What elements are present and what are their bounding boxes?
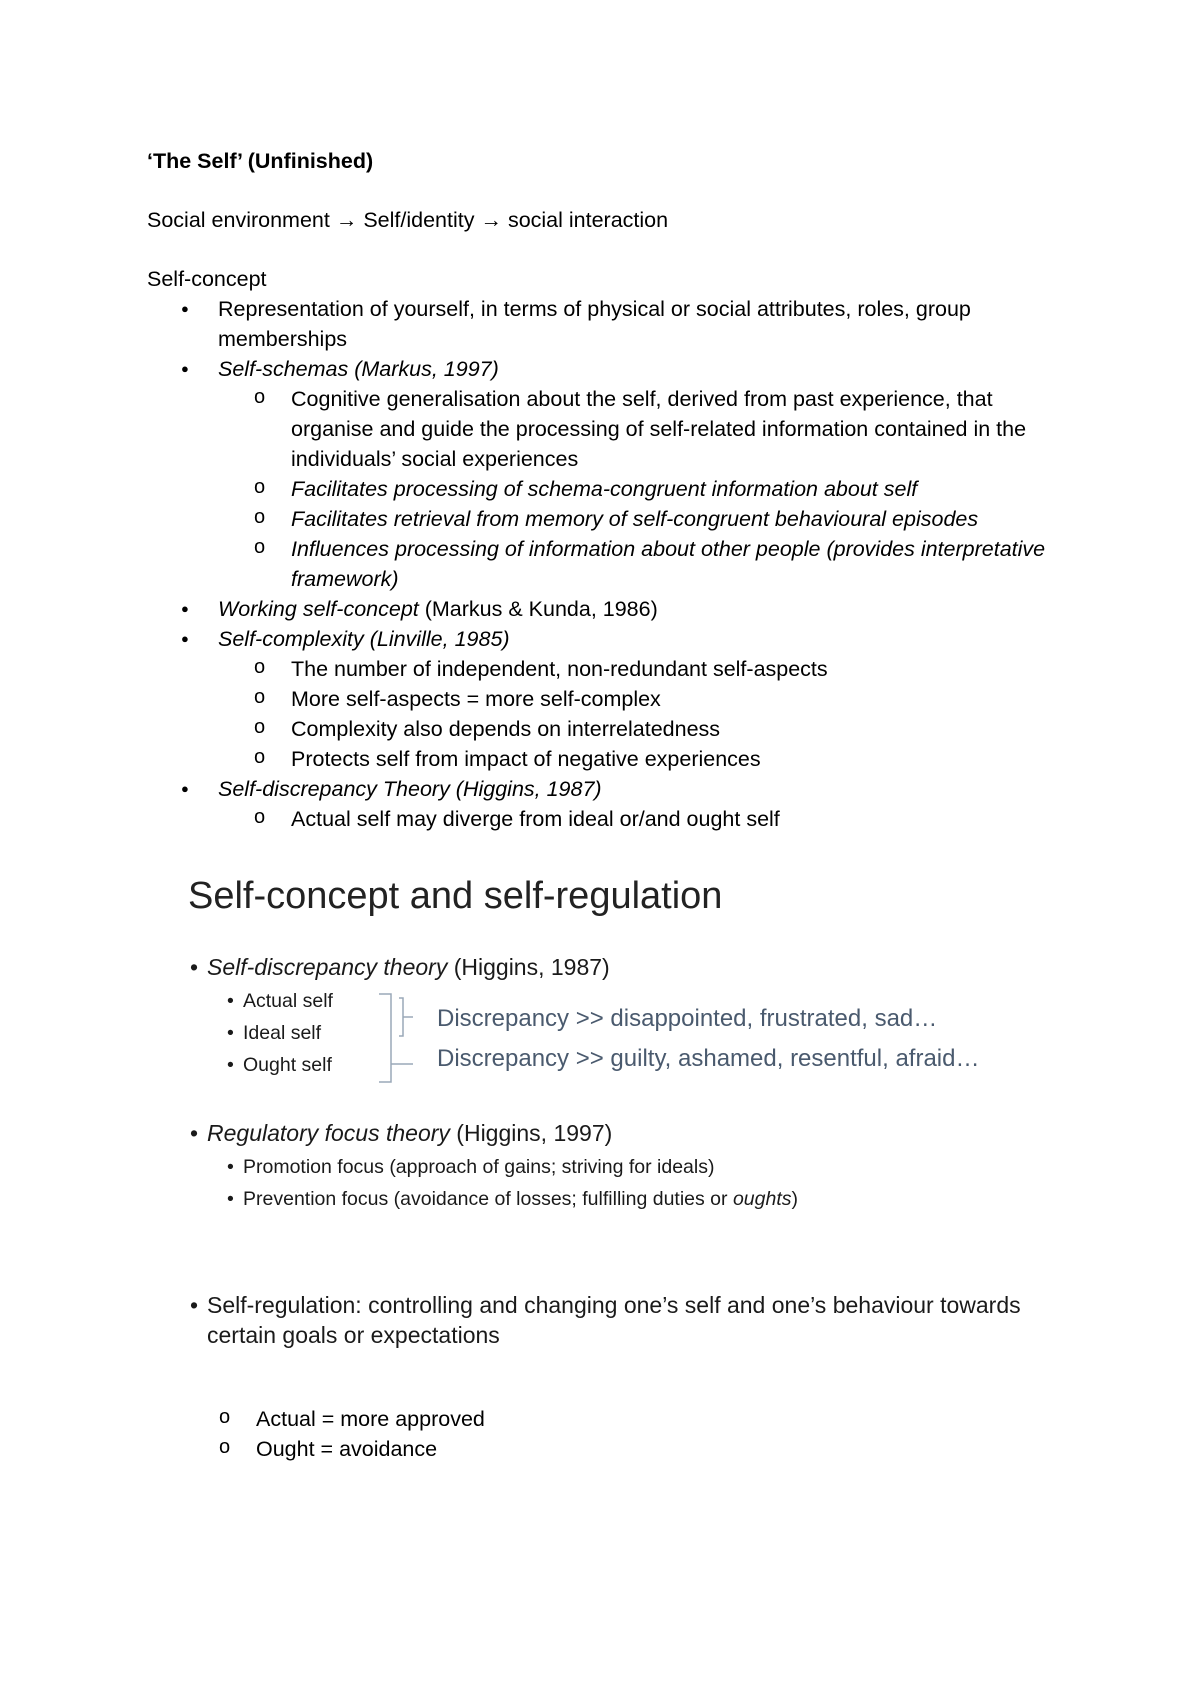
discrepancy-ideal: Discrepancy >> disappointed, frustrated, sad… [437,1005,938,1032]
flow-self-identity: Self/identity [363,208,475,232]
sublist [218,804,1077,834]
sub-item: o Influences processing of information about other people (provides interpretative framework) [291,534,1077,594]
list-item: ● Self-schemas (Markus, 1997) o Cognitive generalisation about the self, derived from past experience, that organise and guide the processing of self-related information contained in the individuals’ social experiences o Facilitates processing of schema-congruent information about self o Facilitates retrieval from memory of self-congruent behavioural episodes o Influences processing of information about other people (provides interpretative framework) [218,354,1077,594]
flow-social-interaction: social interaction [507,208,669,232]
discrepancy-ought: Discrepancy >> guilty, ashamed, resentful, afraid… [437,1045,980,1072]
sub-item: o Complexity also depends on interrelatedness [291,714,1077,744]
slide-sub-ideal: • Ideal self [243,1020,321,1046]
list-item: ● Self-discrepancy Theory (Higgins, 1987) o Actual self may diverge from ideal or/and ought self [218,774,1077,834]
arrow-icon: → [335,208,358,232]
sub-item: o The number of independent, non-redundant self-aspects [291,654,1077,684]
slide-bullet-sdt: • Self-discrepancy theory (Higgins, 1987) [207,952,610,982]
lower-sublist [256,1404,485,1464]
sub-item: o Cognitive generalisation about the self, derived from past experience, that organise and guide the processing of self-related information contained in the individuals’ social experiences [291,384,1077,474]
slide-sub-actual: • Actual self [243,988,333,1014]
sub-item: o Protects self from impact of negative experiences [291,744,1077,774]
sublist [218,654,1077,774]
slide-sub-prevention: • Prevention focus (avoidance of losses; fulfilling duties or oughts) [243,1186,798,1212]
sub-item: o Facilitates processing of schema-congruent information about self [291,474,1077,504]
arrow-icon: → [480,208,502,232]
embedded-slide [183,872,1083,1242]
list-item: ● Working self-concept (Markus & Kunda, 1986) [218,594,1077,624]
flow-line [147,205,1077,235]
list-item: ● Representation of yourself, in terms of physical or social attributes, roles, group memberships [218,294,1077,354]
slide-title: Self-concept and self-regulation [188,875,723,917]
section-heading: Self-concept [147,267,267,291]
self-concept-list [147,294,1077,834]
sublist [218,384,1077,594]
sub-item: o Actual = more approved [256,1404,485,1434]
flow-social-environment: Social environment [147,208,330,232]
bracket-icon [373,992,433,1084]
document-body [147,146,1077,834]
slide-bullet-selfreg: • Self-regulation: controlling and changing one’s self and one’s behaviour towards certain goals or expectations [207,1290,1057,1350]
slide-bullet-rft: • Regulatory focus theory (Higgins, 1997) [207,1118,612,1148]
slide-sub-ought: • Ought self [243,1052,332,1078]
sub-item: o Ought = avoidance [256,1434,485,1464]
sub-item: o Facilitates retrieval from memory of self-congruent behavioural episodes [291,504,1077,534]
slide-sub-promotion: • Promotion focus (approach of gains; striving for ideals) [243,1154,714,1180]
document-title: ‘The Self’ (Unfinished) [147,149,374,173]
list-item: ● Self-complexity (Linville, 1985) o The number of independent, non-redundant self-aspects o More self-aspects = more self-complex o Complexity also depends on interrelatedness o Protects self from impact of negative experiences [218,624,1077,774]
sub-item: o Actual self may diverge from ideal or/and ought self [291,804,1077,834]
sub-item: o More self-aspects = more self-complex [291,684,1077,714]
